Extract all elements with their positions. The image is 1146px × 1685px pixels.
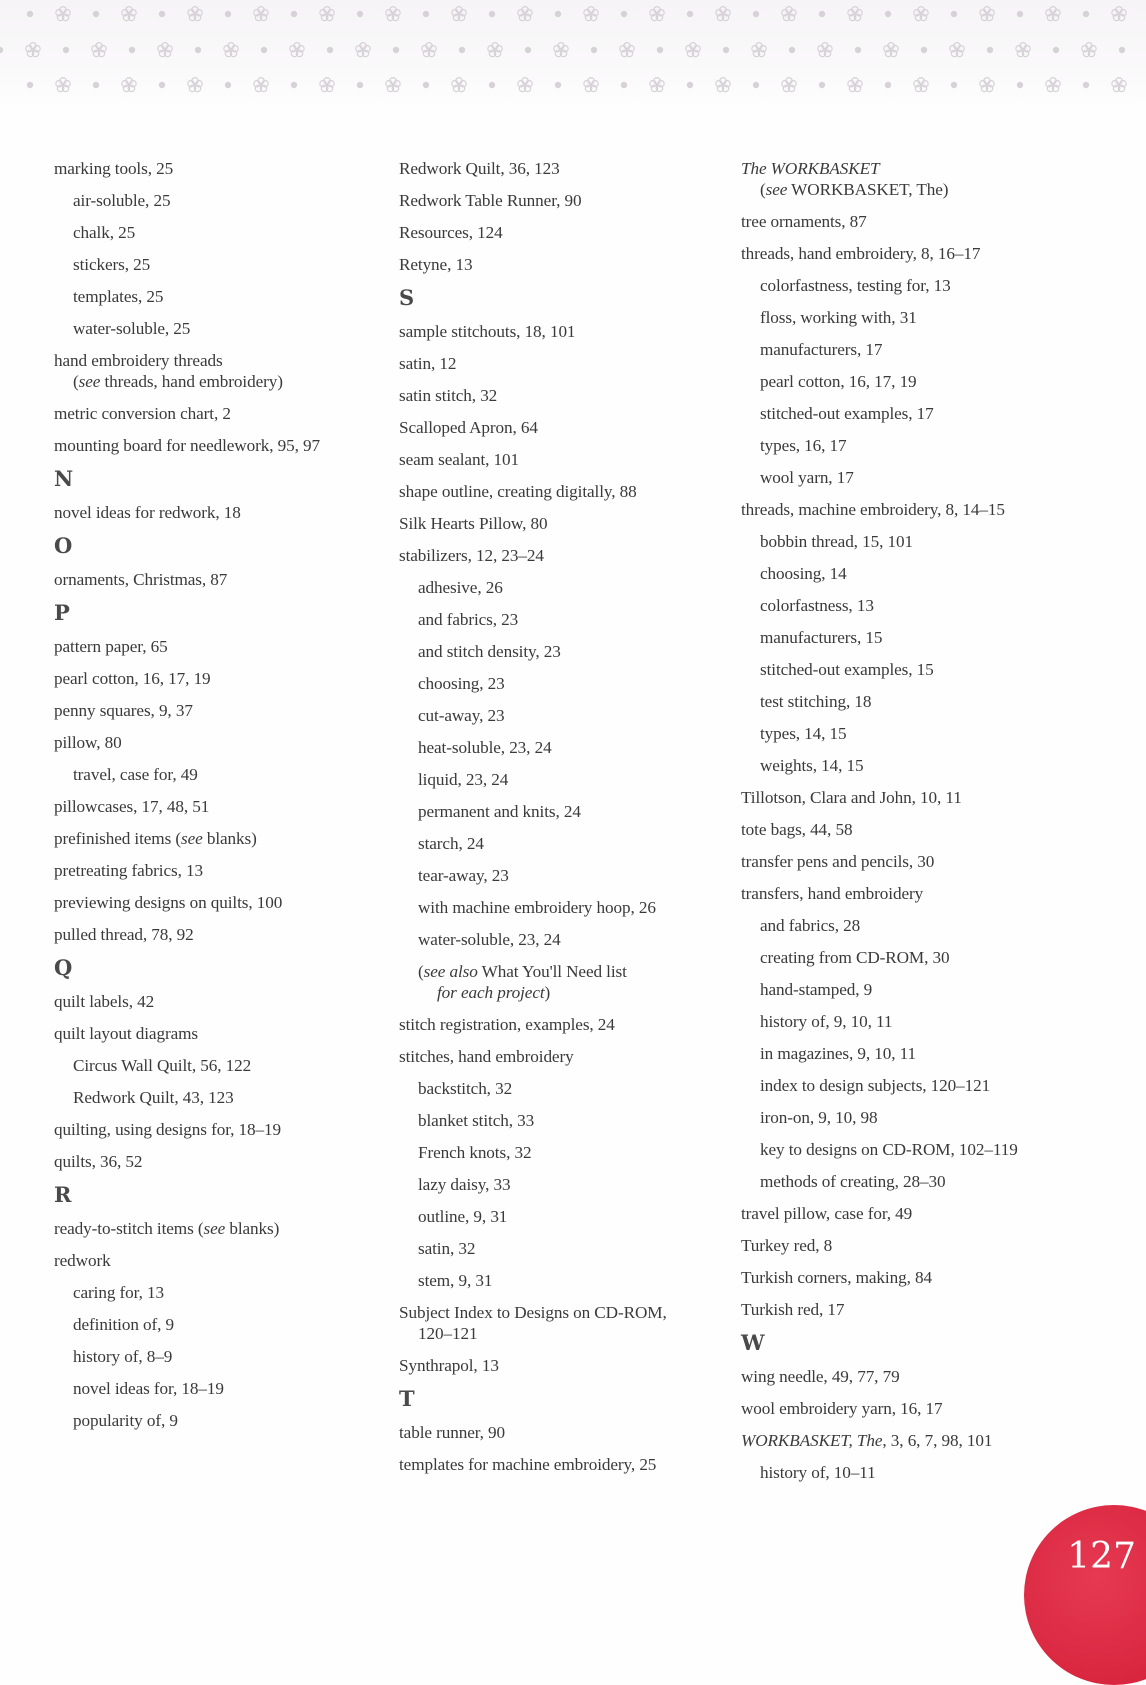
dot-icon	[621, 82, 627, 88]
dot-icon	[951, 11, 957, 17]
section-letter: T	[399, 1386, 415, 1411]
index-subentry: heat-soluble, 23, 24	[418, 738, 552, 757]
index-subentry: popularity of, 9	[73, 1411, 178, 1430]
index-entry: pulled thread, 78, 92	[54, 925, 194, 944]
index-subentry: choosing, 14	[760, 564, 847, 583]
index-entry: quilting, using designs for, 18–19	[54, 1120, 281, 1139]
index-subentry: backstitch, 32	[418, 1079, 513, 1098]
index-subentry: and stitch density, 23	[418, 642, 561, 661]
index-entry: seam sealant, 101	[399, 450, 520, 469]
flower-icon	[320, 78, 334, 92]
dot-icon	[63, 47, 69, 53]
index-subentry: colorfastness, testing for, 13	[760, 276, 951, 295]
index-entry: novel ideas for redwork, 18	[54, 503, 241, 522]
index-entry: templates for machine embroidery, 25	[399, 1455, 657, 1474]
flower-icon	[980, 7, 994, 21]
flower-icon	[1046, 7, 1060, 21]
index-entry: stitches, hand embroidery	[399, 1047, 574, 1066]
index-entry: WORKBASKET, The, 3, 6, 7, 98, 101	[741, 1431, 993, 1450]
flower-icon	[716, 7, 730, 21]
dot-icon	[93, 82, 99, 88]
flower-icon	[620, 43, 634, 57]
flower-icon	[452, 7, 466, 21]
flower-icon	[782, 78, 796, 92]
index-subentry: and fabrics, 23	[418, 610, 519, 629]
flower-icon	[584, 78, 598, 92]
section-letter: S	[399, 285, 415, 310]
index-subentry: air-soluble, 25	[73, 191, 171, 210]
dot-icon	[459, 47, 465, 53]
index-subentry: choosing, 23	[418, 674, 505, 693]
dot-icon	[423, 82, 429, 88]
dot-icon	[27, 82, 33, 88]
index-entry: mounting board for needlework, 95, 97	[54, 436, 320, 455]
flower-icon	[650, 78, 664, 92]
dot-icon	[525, 47, 531, 53]
dot-icon	[225, 82, 231, 88]
index-subentry: in magazines, 9, 10, 11	[760, 1044, 917, 1063]
flower-icon	[254, 7, 268, 21]
flower-icon	[1082, 43, 1096, 57]
index-subentry: index to design subjects, 120–121	[760, 1076, 991, 1095]
index-subentry: stitched-out examples, 17	[760, 404, 934, 423]
flower-icon	[716, 78, 730, 92]
flower-icon	[452, 78, 466, 92]
dot-icon	[357, 82, 363, 88]
dot-icon	[27, 11, 33, 17]
flower-icon	[914, 7, 928, 21]
flower-icon	[26, 43, 40, 57]
dot-icon	[921, 47, 927, 53]
dot-icon	[621, 11, 627, 17]
index-entry: stabilizers, 12, 23–24	[399, 546, 544, 565]
index-subentry: creating from CD-ROM, 30	[760, 948, 950, 967]
index-entry: marking tools, 25	[54, 159, 174, 178]
flower-icon	[290, 43, 304, 57]
index-subentry: lazy daisy, 33	[418, 1175, 511, 1194]
dot-icon	[393, 47, 399, 53]
dot-icon	[789, 47, 795, 53]
index-subentry: manufacturers, 17	[760, 340, 883, 359]
index-entry: Turkey red, 8	[741, 1236, 833, 1255]
index-entry: pillowcases, 17, 48, 51	[54, 797, 210, 816]
dot-icon	[657, 47, 663, 53]
index-subentry: definition of, 9	[73, 1315, 175, 1334]
dot-icon	[591, 47, 597, 53]
flower-icon	[650, 7, 664, 21]
index-entry: tree ornaments, 87	[741, 212, 867, 231]
index-entry: prefinished items (see blanks)	[54, 829, 257, 848]
index-entry: redwork	[54, 1251, 111, 1270]
index-entry: Tillotson, Clara and John, 10, 11	[741, 788, 962, 807]
index-entry: table runner, 90	[399, 1423, 506, 1442]
flower-icon	[518, 78, 532, 92]
index-entry: pattern paper, 65	[54, 637, 168, 656]
index-entry: hand embroidery threads (see threads, hand embroidery)	[54, 350, 374, 392]
index-entry: transfers, hand embroidery	[741, 884, 924, 903]
dot-icon	[423, 11, 429, 17]
flower-icon	[950, 43, 964, 57]
flower-icon	[752, 43, 766, 57]
index-subentry: weights, 14, 15	[760, 756, 864, 775]
dot-icon	[1017, 11, 1023, 17]
dot-icon	[0, 47, 3, 53]
dot-icon	[291, 11, 297, 17]
index-subentry: hand-stamped, 9	[760, 980, 873, 999]
flower-icon	[1112, 78, 1126, 92]
flower-icon	[848, 78, 862, 92]
index-entry: travel pillow, case for, 49	[741, 1204, 913, 1223]
index-subentry: types, 16, 17	[760, 436, 847, 455]
dot-icon	[225, 11, 231, 17]
index-subentry: templates, 25	[73, 287, 164, 306]
index-subentry: permanent and knits, 24	[418, 802, 581, 821]
dot-icon	[753, 82, 759, 88]
dot-icon	[885, 11, 891, 17]
flower-icon	[422, 43, 436, 57]
dot-icon	[159, 82, 165, 88]
index-entry: satin stitch, 32	[399, 386, 498, 405]
index-subentry: stickers, 25	[73, 255, 151, 274]
index-entry: pillow, 80	[54, 733, 122, 752]
index-subentry: wool yarn, 17	[760, 468, 854, 487]
index-subentry: tear-away, 23	[418, 866, 509, 885]
index-subentry: test stitching, 18	[760, 692, 872, 711]
index-column-2	[399, 158, 719, 1486]
index-subentry: caring for, 13	[73, 1283, 164, 1302]
index-entry: wool embroidery yarn, 16, 17	[741, 1399, 943, 1418]
dot-icon	[855, 47, 861, 53]
index-subentry: adhesive, 26	[418, 578, 503, 597]
index-subentry: colorfastness, 13	[760, 596, 874, 615]
dot-icon	[1053, 47, 1059, 53]
flower-dot-pattern	[0, 0, 1146, 108]
index-subentry: iron-on, 9, 10, 98	[760, 1108, 878, 1127]
index-subentry: history of, 9, 10, 11	[760, 1012, 893, 1031]
dot-icon	[327, 47, 333, 53]
index-subentry: cut-away, 23	[418, 706, 505, 725]
index-subentry: Redwork Quilt, 43, 123	[73, 1088, 234, 1107]
dot-icon	[1119, 47, 1125, 53]
dot-icon	[555, 11, 561, 17]
flower-icon	[518, 7, 532, 21]
index-subentry: history of, 10–11	[760, 1463, 876, 1482]
dot-icon	[555, 82, 561, 88]
index-subentry: outline, 9, 31	[418, 1207, 508, 1226]
dot-icon	[819, 82, 825, 88]
flower-icon	[980, 78, 994, 92]
flower-icon	[914, 78, 928, 92]
index-entry: pretreating fabrics, 13	[54, 861, 203, 880]
flower-icon	[686, 43, 700, 57]
flower-icon	[56, 78, 70, 92]
index-subentry: satin, 32	[418, 1239, 476, 1258]
flower-icon	[1016, 43, 1030, 57]
index-subentry: history of, 8–9	[73, 1347, 173, 1366]
flower-icon	[158, 43, 172, 57]
index-entry: threads, hand embroidery, 8, 16–17	[741, 244, 981, 263]
dot-icon	[291, 82, 297, 88]
flower-icon	[818, 43, 832, 57]
index-entry: quilt labels, 42	[54, 992, 155, 1011]
index-entry: previewing designs on quilts, 100	[54, 893, 283, 912]
flower-icon	[320, 7, 334, 21]
flower-icon	[122, 7, 136, 21]
index-subentry: stitched-out examples, 15	[760, 660, 934, 679]
index-subentry: stem, 9, 31	[418, 1271, 493, 1290]
flower-icon	[92, 43, 106, 57]
index-subentry: manufacturers, 15	[760, 628, 883, 647]
index-entry: Redwork Table Runner, 90	[399, 191, 582, 210]
index-entry: Resources, 124	[399, 223, 503, 242]
dot-icon	[723, 47, 729, 53]
index-subentry: chalk, 25	[73, 223, 136, 242]
flower-icon	[1046, 78, 1060, 92]
index-entry: Silk Hearts Pillow, 80	[399, 514, 548, 533]
dot-icon	[489, 11, 495, 17]
section-letter: N	[54, 466, 74, 491]
entry-continuation: (see WORKBASKET, The)	[760, 180, 949, 199]
index-subentry: French knots, 32	[418, 1143, 532, 1162]
index-entry: Scalloped Apron, 64	[399, 418, 538, 437]
entry-continuation: for each project)	[437, 983, 551, 1002]
dot-icon	[819, 11, 825, 17]
flower-icon	[488, 43, 502, 57]
index-subentry: with machine embroidery hoop, 26	[418, 898, 656, 917]
index-column-3	[741, 158, 1101, 1494]
dot-icon	[129, 47, 135, 53]
index-entry: penny squares, 9, 37	[54, 701, 193, 720]
index-subentry: water-soluble, 23, 24	[418, 930, 561, 949]
flower-icon	[224, 43, 238, 57]
index-entry: satin, 12	[399, 354, 457, 373]
flower-icon	[386, 7, 400, 21]
index-subentry: key to designs on CD-ROM, 102–119	[760, 1140, 1018, 1159]
dot-icon	[951, 82, 957, 88]
index-entry: Redwork Quilt, 36, 123	[399, 159, 560, 178]
flower-icon	[356, 43, 370, 57]
index-entry: transfer pens and pencils, 30	[741, 852, 935, 871]
index-entry: threads, machine embroidery, 8, 14–15	[741, 500, 1005, 519]
index-subentry: types, 14, 15	[760, 724, 847, 743]
index-entry: ready-to-stitch items (see blanks)	[54, 1219, 280, 1238]
dot-icon	[1083, 11, 1089, 17]
dot-icon	[687, 82, 693, 88]
flower-icon	[782, 7, 796, 21]
index-entry: stitch registration, examples, 24	[399, 1015, 615, 1034]
flower-icon	[884, 43, 898, 57]
flower-icon	[584, 7, 598, 21]
dot-icon	[987, 47, 993, 53]
index-subentry: water-soluble, 25	[73, 319, 191, 338]
index-entry: pearl cotton, 16, 17, 19	[54, 669, 211, 688]
dot-icon	[885, 82, 891, 88]
page-number-badge	[1024, 1505, 1146, 1685]
index-subentry: travel, case for, 49	[73, 765, 198, 784]
index-entry: The WORKBASKET (see WORKBASKET, The)	[741, 158, 1101, 200]
index-subentry: starch, 24	[418, 834, 484, 853]
flower-icon	[848, 7, 862, 21]
flower-icon	[122, 78, 136, 92]
index-entry: Subject Index to Designs on CD-ROM, 120–121	[399, 1302, 719, 1344]
section-letter: R	[54, 1182, 72, 1207]
flower-icon	[554, 43, 568, 57]
dot-icon	[357, 11, 363, 17]
index-entry: quilts, 36, 52	[54, 1152, 143, 1171]
dot-icon	[159, 11, 165, 17]
entry-continuation: (see threads, hand embroidery)	[73, 372, 283, 391]
section-letter: P	[54, 600, 70, 625]
index-subentry: novel ideas for, 18–19	[73, 1379, 224, 1398]
section-letter: W	[741, 1330, 765, 1355]
index-entry: metric conversion chart, 2	[54, 404, 231, 423]
index-subentry: and fabrics, 28	[760, 916, 861, 935]
index-entry: Turkish corners, making, 84	[741, 1268, 932, 1287]
index-entry: tote bags, 44, 58	[741, 820, 853, 839]
flower-icon	[188, 7, 202, 21]
flower-icon	[188, 78, 202, 92]
dot-icon	[93, 11, 99, 17]
flower-icon	[56, 7, 70, 21]
page-number: 127	[1067, 1536, 1136, 1577]
index-subentry: liquid, 23, 24	[418, 770, 509, 789]
section-letter: O	[54, 533, 73, 558]
dot-icon	[753, 11, 759, 17]
index-entry: Turkish red, 17	[741, 1300, 845, 1319]
index-entry: shape outline, creating digitally, 88	[399, 482, 637, 501]
index-entry: quilt layout diagrams	[54, 1024, 198, 1043]
section-letter: Q	[54, 955, 73, 980]
entry-continuation: 120–121	[418, 1324, 478, 1343]
dot-icon	[195, 47, 201, 53]
index-subentry: Circus Wall Quilt, 56, 122	[73, 1056, 252, 1075]
index-subentry: pearl cotton, 16, 17, 19	[760, 372, 917, 391]
decorative-pattern-band	[0, 0, 1146, 108]
index-subentry: floss, working with, 31	[760, 308, 917, 327]
flower-icon	[254, 78, 268, 92]
index-entry: ornaments, Christmas, 87	[54, 570, 228, 589]
index-subentry: bobbin thread, 15, 101	[760, 532, 913, 551]
dot-icon	[489, 82, 495, 88]
flower-icon	[1112, 7, 1126, 21]
index-entry: Synthrapol, 13	[399, 1356, 499, 1375]
index-entry: Retyne, 13	[399, 255, 473, 274]
dot-icon	[1017, 82, 1023, 88]
flower-icon	[386, 78, 400, 92]
dot-icon	[687, 11, 693, 17]
dot-icon	[261, 47, 267, 53]
index-entry: wing needle, 49, 77, 79	[741, 1367, 900, 1386]
index-subentry: blanket stitch, 33	[418, 1111, 535, 1130]
dot-icon	[1083, 82, 1089, 88]
index-subentry: methods of creating, 28–30	[760, 1172, 946, 1191]
index-entry: sample stitchouts, 18, 101	[399, 322, 576, 341]
index-subentry: (see also What You'll Need list for each project)	[399, 961, 719, 1003]
index-column-1	[54, 158, 374, 1442]
